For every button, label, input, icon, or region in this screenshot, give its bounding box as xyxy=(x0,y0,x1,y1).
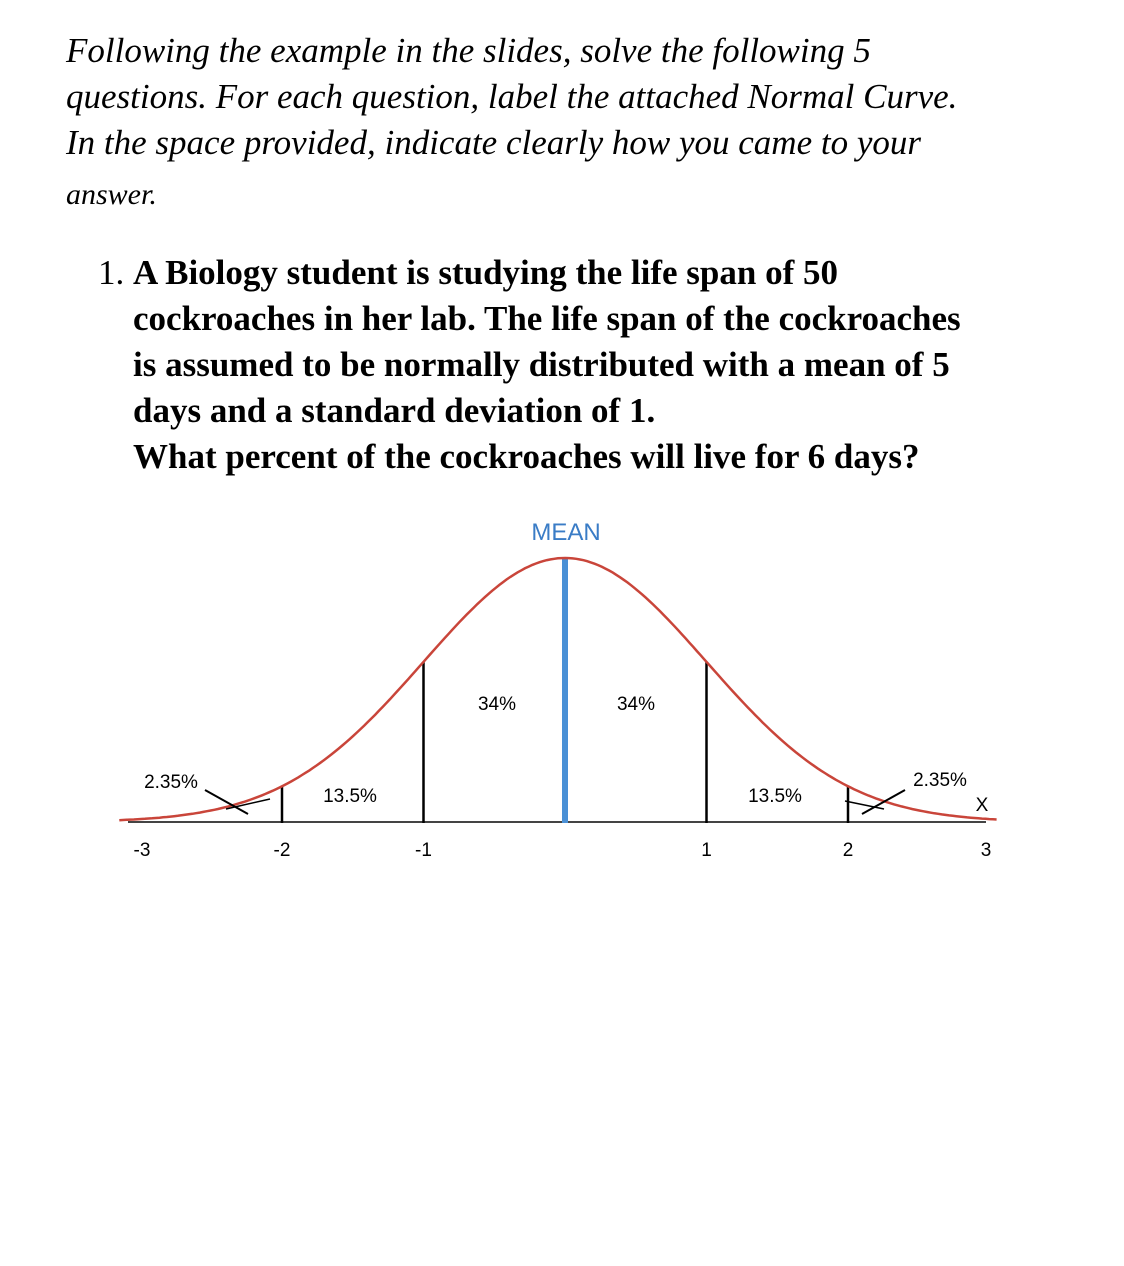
right-tail-leader xyxy=(862,790,905,814)
question-line-2: cockroaches in her lab. The life span of the cockroaches xyxy=(133,299,961,338)
region-label-4: 34% xyxy=(616,694,656,715)
tick-label--2: -2 xyxy=(273,840,291,861)
question-body xyxy=(133,250,1078,480)
axis-variable-label: X xyxy=(975,795,989,816)
region-label-2: 13.5% xyxy=(323,786,377,807)
mean-label: MEAN xyxy=(531,519,601,546)
normal-curve-chart xyxy=(0,500,1124,880)
normal-curve xyxy=(119,558,996,820)
region-label-1: 2.35% xyxy=(144,772,198,793)
question-line-3: is assumed to be normally distributed with a mean of 5 xyxy=(133,345,950,384)
instructions-line-2: questions. For each question, label the attached Normal Curve. xyxy=(66,77,958,116)
region-label-3: 34% xyxy=(477,694,517,715)
instructions-line-1: Following the example in the slides, solve the following 5 xyxy=(66,31,871,70)
instructions-line-4: answer. xyxy=(66,178,157,211)
region-label-6: 2.35% xyxy=(913,770,967,791)
tick-label-1: 1 xyxy=(701,840,712,861)
tick-label-3: 3 xyxy=(980,840,992,861)
region-label-5: 13.5% xyxy=(748,786,802,807)
tick-label--1: -1 xyxy=(415,840,432,861)
instructions xyxy=(66,28,1066,218)
tick-label-2: 2 xyxy=(842,840,854,861)
question-prompt: What percent of the cockroaches will live for 6 days? xyxy=(133,437,920,476)
question-1 xyxy=(98,250,1078,480)
question-number: 1. xyxy=(98,253,125,292)
instructions-line-3: In the space provided, indicate clearly how you came to your xyxy=(66,123,921,162)
question-line-4: days and a standard deviation of 1. xyxy=(133,391,656,430)
tick-label--3: -3 xyxy=(133,840,151,861)
question-line-1: A Biology student is studying the life span of 50 xyxy=(133,253,838,292)
